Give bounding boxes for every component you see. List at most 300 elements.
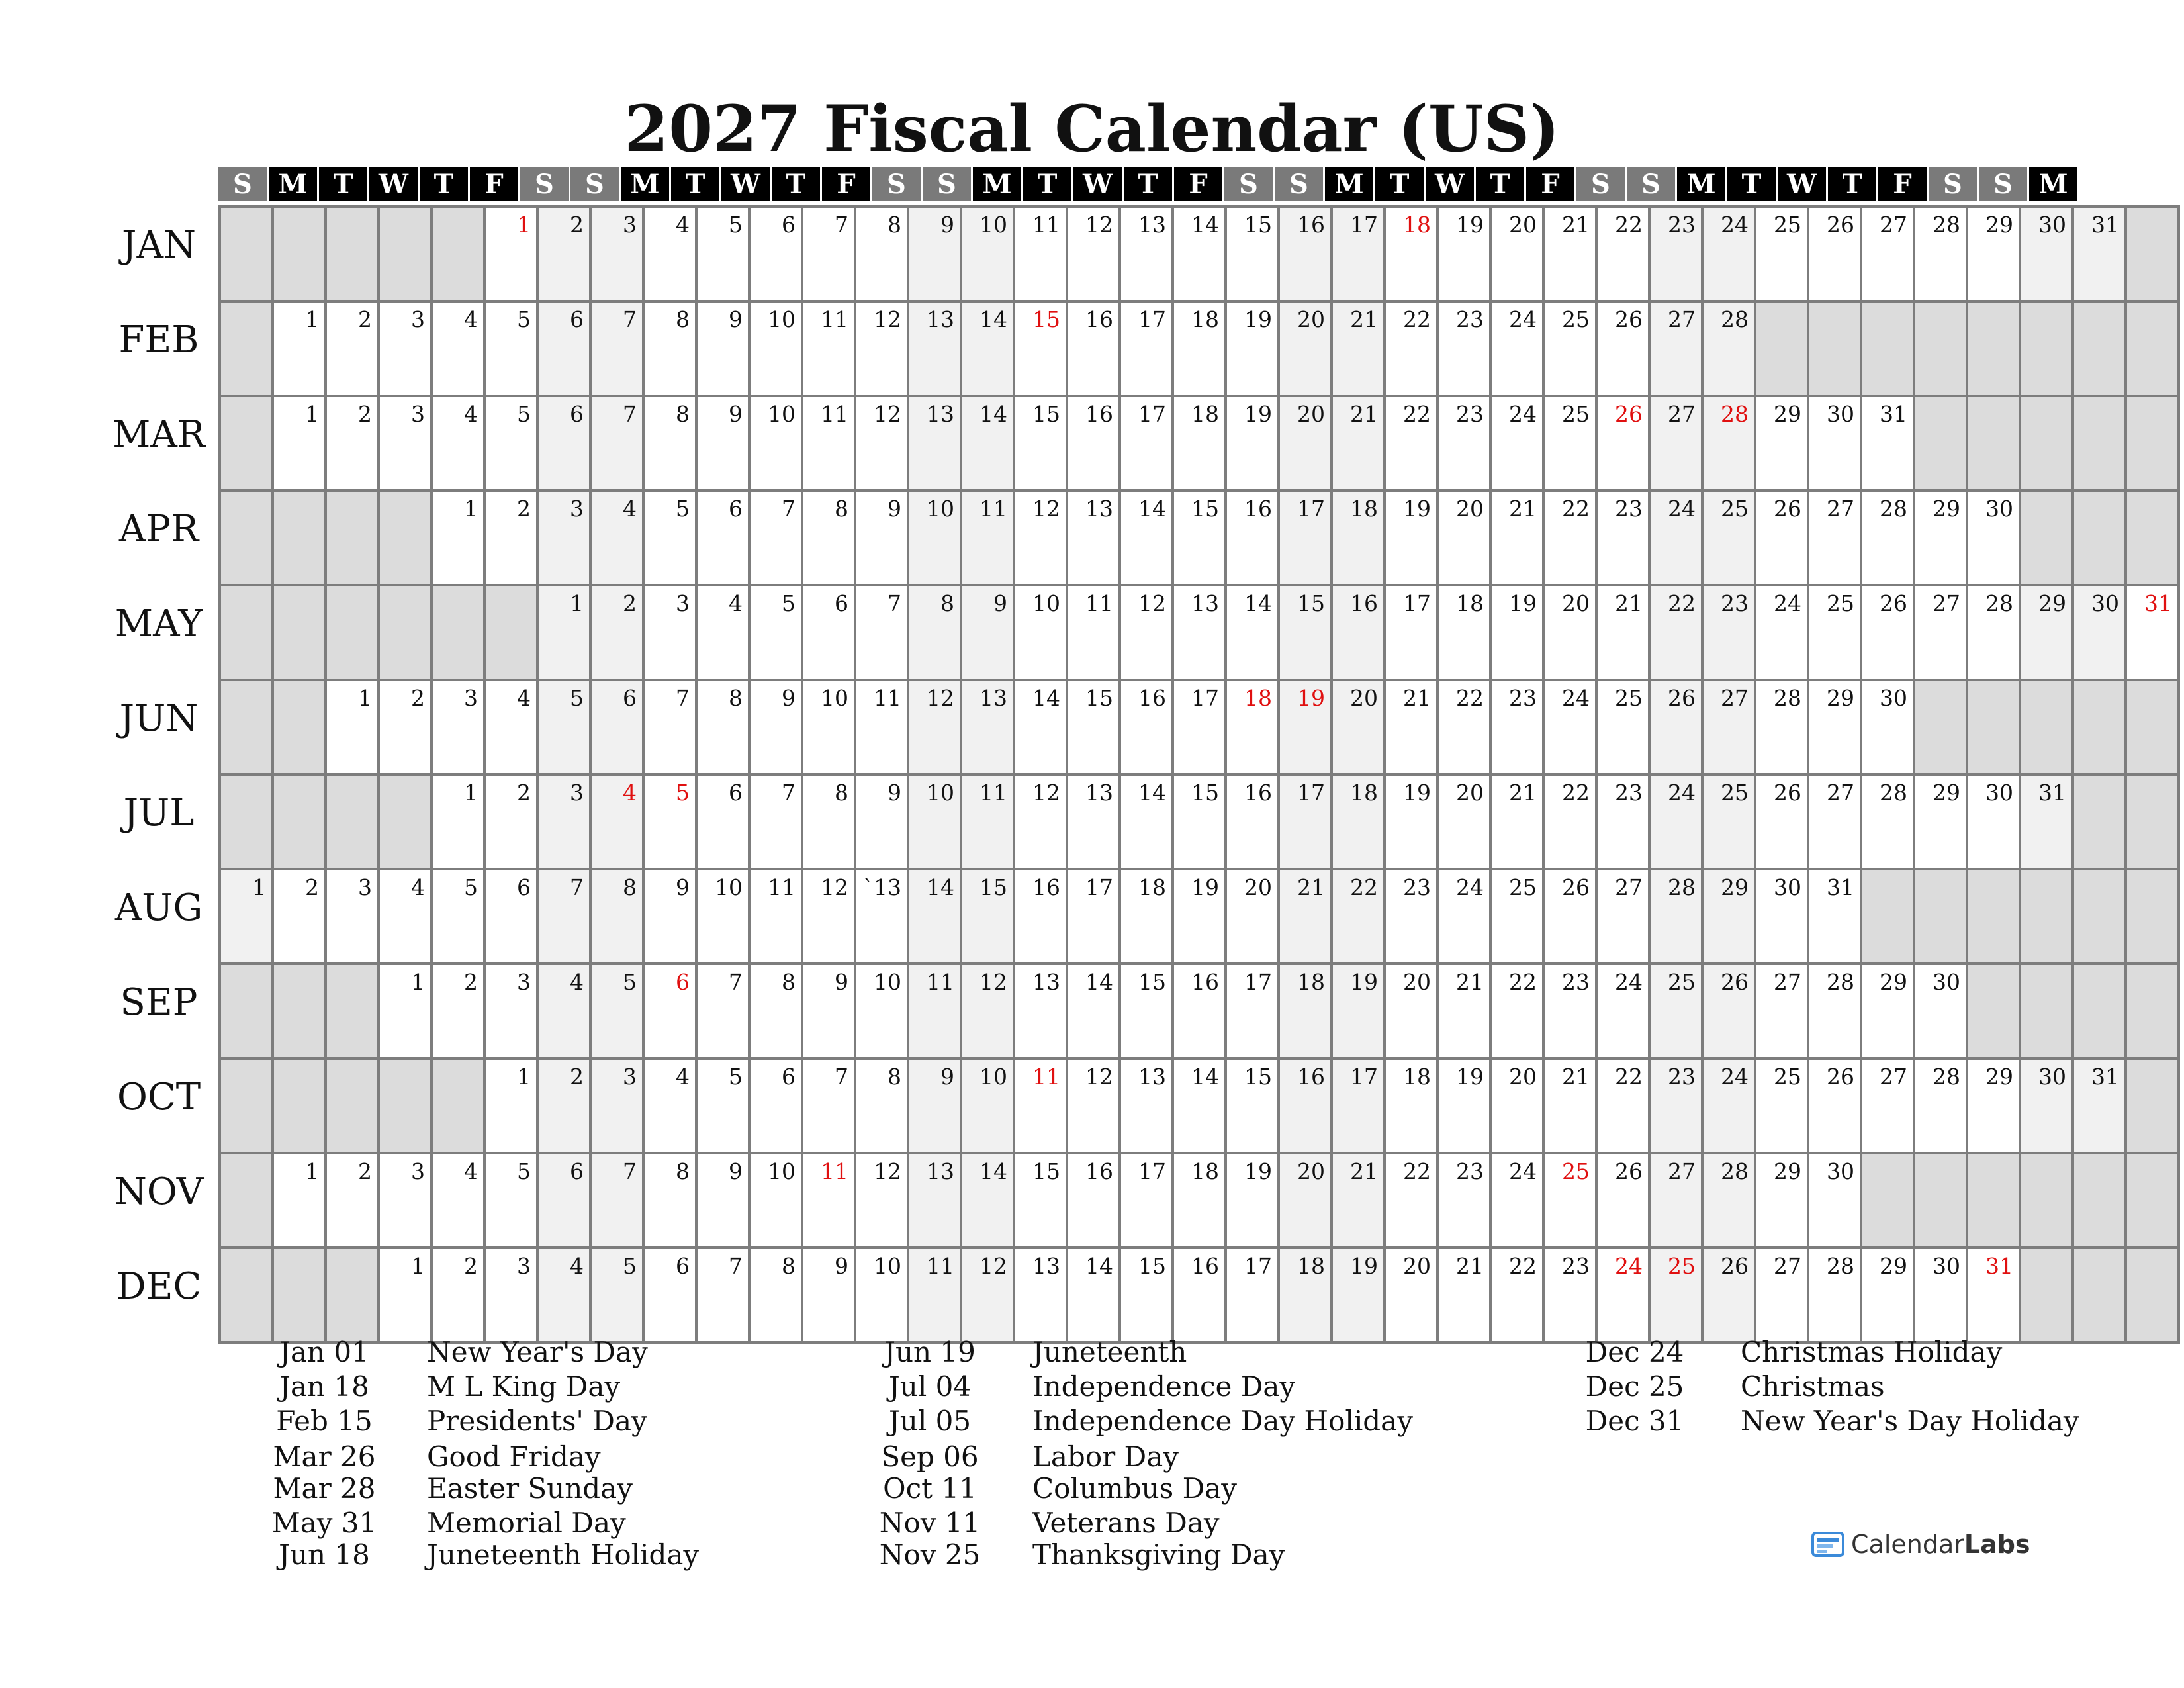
- day-cell: 11: [803, 397, 854, 489]
- day-cell: 25: [1704, 492, 1754, 584]
- day-cell: 20: [1280, 397, 1330, 489]
- day-cell: 12: [1015, 776, 1066, 868]
- month-label: FEB: [118, 318, 199, 361]
- day-cell: 6: [592, 681, 642, 773]
- day-cell: 8: [698, 681, 748, 773]
- day-cell: 29: [1968, 1060, 2019, 1152]
- empty-day-cell: [2074, 492, 2124, 584]
- day-cell: 1: [274, 397, 324, 489]
- day-cell: 6: [645, 1249, 695, 1341]
- weekday-header: S: [923, 167, 973, 201]
- empty-day-cell: [1862, 1154, 1913, 1246]
- day-cell: 2: [274, 870, 324, 962]
- day-cell: 19: [1227, 303, 1277, 395]
- day-cell: 1: [486, 1060, 536, 1152]
- holiday-day-cell: 31: [2127, 586, 2177, 679]
- day-cell: 3: [380, 303, 430, 395]
- day-cell: 16: [1068, 1154, 1118, 1246]
- day-cell: 30: [1809, 397, 1860, 489]
- day-cell: 14: [1121, 776, 1171, 868]
- day-cell: 16: [1227, 492, 1277, 584]
- weekday-header: W: [369, 167, 420, 201]
- holiday-day-cell: 15: [1015, 303, 1066, 395]
- empty-day-cell: [221, 586, 271, 679]
- month-label: SEP: [120, 981, 198, 1024]
- day-cell: 23: [1386, 870, 1436, 962]
- weekday-header: S: [1275, 167, 1325, 201]
- day-cell: 5: [592, 965, 642, 1057]
- day-cell: 15: [1174, 776, 1224, 868]
- day-cell: 23: [1439, 1154, 1489, 1246]
- day-cell: 7: [856, 586, 907, 679]
- weekday-header: T: [1124, 167, 1174, 201]
- day-cell: 12: [1068, 208, 1118, 300]
- empty-day-cell: [221, 1154, 271, 1246]
- day-cell: 30: [1968, 492, 2019, 584]
- day-cell: 22: [1651, 586, 1701, 679]
- day-cell: 15: [1015, 1154, 1066, 1246]
- day-cell: 18: [1174, 397, 1224, 489]
- day-cell: 5: [539, 681, 589, 773]
- day-cell: 11: [962, 492, 1013, 584]
- day-cell: 17: [1068, 870, 1118, 962]
- day-cell: 19: [1386, 776, 1436, 868]
- day-cell: 29: [1915, 776, 1966, 868]
- day-cell: 10: [751, 303, 801, 395]
- day-cell: 27: [1651, 1154, 1701, 1246]
- weekday-header: T: [772, 167, 822, 201]
- day-cell: 10: [962, 1060, 1013, 1152]
- day-cell: 21: [1333, 303, 1383, 395]
- day-cell: 22: [1439, 681, 1489, 773]
- month-label: JAN: [122, 224, 196, 267]
- empty-day-cell: [1809, 303, 1860, 395]
- day-cell: 19: [1227, 1154, 1277, 1246]
- day-cell: 8: [803, 776, 854, 868]
- day-cell: 28: [1862, 492, 1913, 584]
- holiday-day-cell: 24: [1598, 1249, 1648, 1341]
- day-cell: 20: [1386, 965, 1436, 1057]
- day-cell: 30: [2074, 586, 2124, 679]
- empty-day-cell: [274, 1060, 324, 1152]
- day-cell: 21: [1280, 870, 1330, 962]
- day-cell: 27: [1756, 1249, 1807, 1341]
- day-cell: 24: [1651, 776, 1701, 868]
- day-cell: 8: [592, 870, 642, 962]
- day-cell: 25: [1651, 965, 1701, 1057]
- day-cell: 31: [1809, 870, 1860, 962]
- day-cell: 16: [1174, 965, 1224, 1057]
- day-cell: 18: [1333, 776, 1383, 868]
- day-cell: 14: [909, 870, 960, 962]
- empty-day-cell: [2127, 965, 2177, 1057]
- day-cell: 22: [1386, 1154, 1436, 1246]
- empty-day-cell: [327, 1060, 377, 1152]
- weekday-header: W: [721, 167, 772, 201]
- day-cell: 7: [751, 776, 801, 868]
- day-cell: 19: [1174, 870, 1224, 962]
- day-cell: 21: [1492, 776, 1542, 868]
- empty-day-cell: [327, 776, 377, 868]
- day-cell: 4: [539, 1249, 589, 1341]
- weekday-header: S: [872, 167, 923, 201]
- holiday-name: New Year's Day: [427, 1336, 648, 1368]
- day-cell: 3: [433, 681, 483, 773]
- day-cell: 27: [1651, 303, 1701, 395]
- day-cell: 8: [645, 303, 695, 395]
- day-cell: 26: [1756, 776, 1807, 868]
- weekday-header: T: [1476, 167, 1526, 201]
- day-cell: 20: [1545, 586, 1595, 679]
- holiday-date: Mar 26: [273, 1440, 376, 1473]
- day-cell: 23: [1545, 965, 1595, 1057]
- day-cell: 20: [1227, 870, 1277, 962]
- day-cell: 4: [698, 586, 748, 679]
- day-cell: 17: [1386, 586, 1436, 679]
- day-cell: 30: [2021, 208, 2071, 300]
- empty-day-cell: [274, 681, 324, 773]
- day-cell: 29: [1756, 1154, 1807, 1246]
- day-cell: 23: [1651, 208, 1701, 300]
- weekday-header: T: [1828, 167, 1878, 201]
- weekday-header-row: [218, 167, 2180, 201]
- day-cell: 1: [539, 586, 589, 679]
- weekday-header: S: [1979, 167, 2029, 201]
- day-cell: 14: [1227, 586, 1277, 679]
- empty-day-cell: [2074, 965, 2124, 1057]
- empty-day-cell: [1915, 303, 1966, 395]
- day-cell: 23: [1492, 681, 1542, 773]
- weekday-header: S: [1224, 167, 1275, 201]
- day-cell: 15: [1174, 492, 1224, 584]
- day-cell: 4: [433, 1154, 483, 1246]
- holiday-date: Dec 25: [1585, 1370, 1684, 1403]
- day-cell: 21: [1386, 681, 1436, 773]
- day-cell: 4: [645, 208, 695, 300]
- day-cell: 25: [1809, 586, 1860, 679]
- day-cell: 29: [1862, 1249, 1913, 1341]
- weekday-header: F: [1174, 167, 1224, 201]
- day-cell: 6: [698, 776, 748, 868]
- empty-day-cell: [486, 586, 536, 679]
- empty-day-cell: [274, 1249, 324, 1341]
- day-cell: 13: [909, 303, 960, 395]
- day-cell: 20: [1492, 1060, 1542, 1152]
- day-cell: 27: [1651, 397, 1701, 489]
- calendar-grid: [218, 167, 2180, 1344]
- holiday-name: Good Friday: [427, 1440, 601, 1473]
- weekday-header: S: [1627, 167, 1677, 201]
- day-cell: 21: [1333, 397, 1383, 489]
- empty-day-cell: [2074, 776, 2124, 868]
- day-cell: 6: [803, 586, 854, 679]
- day-cell: 3: [380, 1154, 430, 1246]
- day-cell: 20: [1439, 492, 1489, 584]
- day-cell: 14: [962, 397, 1013, 489]
- day-cell: 20: [1333, 681, 1383, 773]
- day-cell: 22: [1598, 208, 1648, 300]
- day-cell: 18: [1121, 870, 1171, 962]
- day-cell: 3: [592, 208, 642, 300]
- day-cell: 2: [433, 965, 483, 1057]
- day-cell: 24: [1492, 397, 1542, 489]
- holiday-day-cell: 26: [1598, 397, 1648, 489]
- day-cell: 15: [1280, 586, 1330, 679]
- day-cell: 30: [2021, 1060, 2071, 1152]
- day-cell: 13: [1068, 492, 1118, 584]
- day-cell: 11: [751, 870, 801, 962]
- day-cell: 16: [1068, 397, 1118, 489]
- day-cell: 6: [698, 492, 748, 584]
- day-cell: 12: [962, 965, 1013, 1057]
- day-cell: 28: [1704, 1154, 1754, 1246]
- day-cell: 10: [909, 492, 960, 584]
- holiday-day-cell: 4: [592, 776, 642, 868]
- weekday-header: T: [319, 167, 369, 201]
- day-cell: 9: [803, 965, 854, 1057]
- empty-day-cell: [2127, 492, 2177, 584]
- day-cell: 7: [751, 492, 801, 584]
- day-cell: 23: [1598, 492, 1648, 584]
- day-cell: 30: [1915, 965, 1966, 1057]
- day-cell: 23: [1545, 1249, 1595, 1341]
- day-cell: `13: [856, 870, 907, 962]
- day-cell: 5: [486, 303, 536, 395]
- day-cell: 7: [592, 303, 642, 395]
- weekday-header: T: [420, 167, 470, 201]
- page-title: 2027 Fiscal Calendar (US): [624, 91, 1560, 166]
- day-cell: 11: [1015, 208, 1066, 300]
- empty-day-cell: [274, 586, 324, 679]
- empty-day-cell: [1968, 397, 2019, 489]
- day-cell: 23: [1704, 586, 1754, 679]
- day-cell: 24: [1492, 303, 1542, 395]
- day-cell: 18: [1174, 1154, 1224, 1246]
- empty-day-cell: [2021, 870, 2071, 962]
- day-cell: 12: [909, 681, 960, 773]
- day-cell: 31: [2021, 776, 2071, 868]
- day-cell: 29: [1915, 492, 1966, 584]
- day-cell: 26: [1651, 681, 1701, 773]
- day-cell: 27: [1756, 965, 1807, 1057]
- holiday-name: New Year's Day Holiday: [1741, 1405, 2079, 1437]
- day-cell: 8: [645, 1154, 695, 1246]
- day-cell: 29: [1704, 870, 1754, 962]
- day-cell: 18: [1386, 1060, 1436, 1152]
- logo-text: [1851, 1530, 2030, 1559]
- holiday-day-cell: 6: [645, 965, 695, 1057]
- day-cell: 14: [962, 303, 1013, 395]
- day-cell: 9: [645, 870, 695, 962]
- empty-day-cell: [1968, 303, 2019, 395]
- day-cell: 30: [1968, 776, 2019, 868]
- weekday-header: M: [621, 167, 671, 201]
- empty-day-cell: [433, 1060, 483, 1152]
- day-cell: 7: [592, 1154, 642, 1246]
- day-cell: 22: [1492, 1249, 1542, 1341]
- day-cell: 1: [380, 1249, 430, 1341]
- day-cell: 17: [1174, 681, 1224, 773]
- empty-day-cell: [2074, 303, 2124, 395]
- day-cell: 16: [1333, 586, 1383, 679]
- day-cell: 16: [1174, 1249, 1224, 1341]
- day-cell: 27: [1598, 870, 1648, 962]
- empty-day-cell: [2127, 303, 2177, 395]
- day-cell: 11: [856, 681, 907, 773]
- day-cell: 17: [1227, 965, 1277, 1057]
- day-cell: 4: [645, 1060, 695, 1152]
- empty-day-cell: [380, 208, 430, 300]
- month-label: JUL: [123, 792, 195, 835]
- day-cell: 14: [1068, 1249, 1118, 1341]
- empty-day-cell: [221, 492, 271, 584]
- day-cell: 10: [856, 1249, 907, 1341]
- day-cell: 2: [327, 1154, 377, 1246]
- day-cell: 3: [592, 1060, 642, 1152]
- day-cell: 23: [1439, 397, 1489, 489]
- holiday-day-cell: 28: [1704, 397, 1754, 489]
- day-cell: 9: [803, 1249, 854, 1341]
- day-cell: 17: [1280, 776, 1330, 868]
- day-cell: 7: [539, 870, 589, 962]
- holiday-day-cell: 11: [1015, 1060, 1066, 1152]
- weekday-header: W: [1778, 167, 1828, 201]
- day-cell: 9: [909, 1060, 960, 1152]
- day-cell: 21: [1598, 586, 1648, 679]
- day-grid: [218, 205, 2180, 1344]
- weekday-header: S: [1576, 167, 1627, 201]
- day-cell: 3: [645, 586, 695, 679]
- empty-day-cell: [2074, 1249, 2124, 1341]
- day-cell: 26: [1862, 586, 1913, 679]
- day-cell: 14: [1174, 1060, 1224, 1152]
- empty-day-cell: [2021, 681, 2071, 773]
- day-cell: 13: [909, 397, 960, 489]
- empty-day-cell: [1968, 681, 2019, 773]
- weekday-header: F: [822, 167, 872, 201]
- day-cell: 28: [1968, 586, 2019, 679]
- day-cell: 16: [1068, 303, 1118, 395]
- empty-day-cell: [2074, 681, 2124, 773]
- day-cell: 3: [539, 776, 589, 868]
- day-cell: 24: [1545, 681, 1595, 773]
- empty-day-cell: [2021, 397, 2071, 489]
- day-cell: 17: [1121, 303, 1171, 395]
- day-cell: 14: [1015, 681, 1066, 773]
- day-cell: 1: [274, 1154, 324, 1246]
- day-cell: 2: [327, 303, 377, 395]
- day-cell: 6: [539, 397, 589, 489]
- day-cell: 15: [1015, 397, 1066, 489]
- day-cell: 28: [1756, 681, 1807, 773]
- empty-day-cell: [274, 776, 324, 868]
- day-cell: 4: [433, 303, 483, 395]
- day-cell: 15: [962, 870, 1013, 962]
- empty-day-cell: [2021, 965, 2071, 1057]
- day-cell: 26: [1598, 303, 1648, 395]
- day-cell: 2: [380, 681, 430, 773]
- day-cell: 15: [1227, 208, 1277, 300]
- day-cell: 9: [698, 303, 748, 395]
- day-cell: 17: [1227, 1249, 1277, 1341]
- holiday-name: Independence Day: [1032, 1370, 1296, 1403]
- day-cell: 5: [486, 397, 536, 489]
- empty-day-cell: [380, 586, 430, 679]
- day-cell: 10: [803, 681, 854, 773]
- day-cell: 21: [1333, 1154, 1383, 1246]
- day-cell: 24: [1492, 1154, 1542, 1246]
- day-cell: 13: [909, 1154, 960, 1246]
- empty-day-cell: [327, 492, 377, 584]
- day-cell: 3: [486, 1249, 536, 1341]
- empty-day-cell: [2127, 681, 2177, 773]
- day-cell: 13: [1015, 1249, 1066, 1341]
- holiday-name: Independence Day Holiday: [1032, 1405, 1413, 1437]
- day-cell: 2: [327, 397, 377, 489]
- day-cell: 16: [1280, 1060, 1330, 1152]
- holiday-name: Memorial Day: [427, 1507, 626, 1539]
- empty-day-cell: [1915, 397, 1966, 489]
- day-cell: 27: [1704, 681, 1754, 773]
- day-cell: 13: [1174, 586, 1224, 679]
- empty-day-cell: [274, 208, 324, 300]
- day-cell: 12: [856, 1154, 907, 1246]
- month-label: MAY: [114, 602, 203, 645]
- holiday-name: Christmas: [1741, 1370, 1885, 1403]
- holiday-name: Columbus Day: [1032, 1472, 1238, 1505]
- holiday-name: Presidents' Day: [427, 1405, 647, 1437]
- day-cell: 16: [1280, 208, 1330, 300]
- day-cell: 4: [592, 492, 642, 584]
- day-cell: 8: [803, 492, 854, 584]
- holiday-date: Oct 11: [883, 1472, 977, 1505]
- day-cell: 8: [909, 586, 960, 679]
- day-cell: 4: [433, 397, 483, 489]
- day-cell: 17: [1280, 492, 1330, 584]
- empty-day-cell: [2127, 776, 2177, 868]
- empty-day-cell: [1915, 870, 1966, 962]
- day-cell: 5: [751, 586, 801, 679]
- day-cell: 15: [1227, 1060, 1277, 1152]
- day-cell: 4: [486, 681, 536, 773]
- day-cell: 22: [1545, 776, 1595, 868]
- month-label: AUG: [114, 886, 203, 929]
- day-cell: 5: [433, 870, 483, 962]
- day-cell: 20: [1280, 1154, 1330, 1246]
- logo-text-bold: Labs: [1964, 1530, 2030, 1559]
- empty-day-cell: [2021, 1249, 2071, 1341]
- calendar-logo-icon: [1810, 1529, 1847, 1560]
- month-label: MAR: [113, 413, 205, 456]
- day-cell: 18: [1280, 965, 1330, 1057]
- day-cell: 16: [1227, 776, 1277, 868]
- day-cell: 25: [1756, 208, 1807, 300]
- day-cell: 9: [698, 397, 748, 489]
- day-cell: 19: [1492, 586, 1542, 679]
- day-cell: 15: [1121, 965, 1171, 1057]
- day-cell: 30: [1862, 681, 1913, 773]
- day-cell: 7: [592, 397, 642, 489]
- day-cell: 17: [1333, 1060, 1383, 1152]
- day-cell: 19: [1227, 397, 1277, 489]
- empty-day-cell: [433, 586, 483, 679]
- empty-day-cell: [1968, 1154, 2019, 1246]
- day-cell: 5: [698, 1060, 748, 1152]
- empty-day-cell: [327, 208, 377, 300]
- weekday-header: S: [1929, 167, 1979, 201]
- holiday-name: Juneteenth Holiday: [427, 1538, 700, 1571]
- day-cell: 4: [539, 965, 589, 1057]
